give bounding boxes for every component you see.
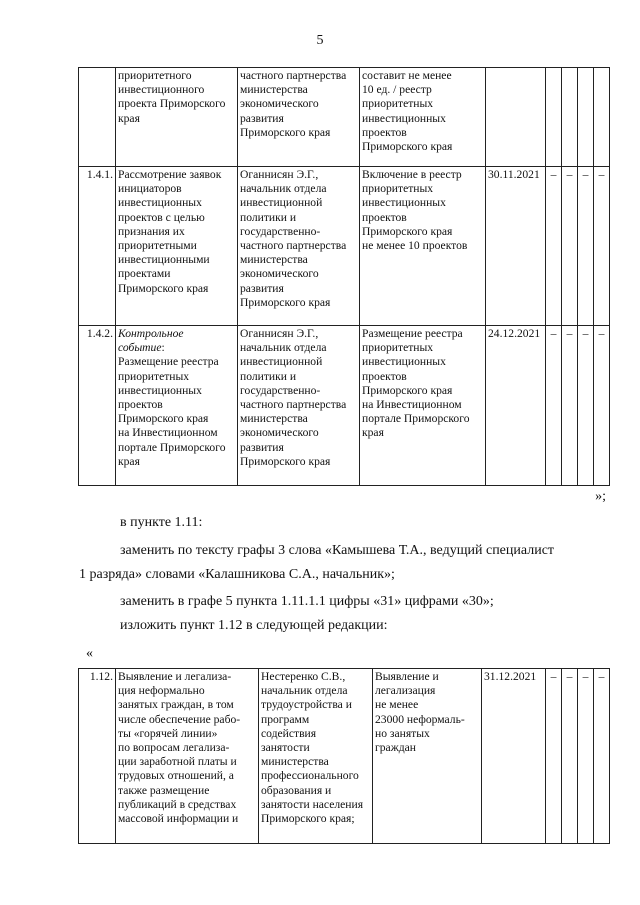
control-event-colon: :	[161, 341, 165, 355]
table-row	[79, 669, 610, 844]
event-cell: приоритетного инвестиционного проекта Приморского края	[116, 68, 238, 167]
responsible-cell: частного партнерства министерства экономического развития Приморского края	[238, 68, 360, 167]
mark-cell: –	[562, 669, 578, 844]
paragraph: заменить в графе 5 пункта 1.11.1.1 цифры «31» цифрами «30»;	[120, 594, 494, 609]
mark-cell: –	[578, 326, 594, 486]
mark-cell: –	[594, 326, 610, 486]
paragraph: в пункте 1.11:	[120, 515, 203, 530]
event-cell: Рассмотрение заявок инициаторов инвестиционных проектов с целью признания их приоритетными инвестиционными проектами Приморского края	[116, 167, 238, 326]
date-cell: 30.11.2021	[486, 167, 546, 326]
plan-table-new	[78, 668, 610, 844]
mark-cell	[562, 68, 578, 167]
row-number: 1.4.2.	[79, 326, 116, 486]
plan-table-continued	[78, 67, 610, 486]
closing-quote: »;	[595, 489, 606, 504]
row-number: 1.4.1.	[79, 167, 116, 326]
row-number	[79, 68, 116, 167]
mark-cell: –	[546, 669, 562, 844]
opening-quote: «	[86, 646, 93, 661]
page-number: 5	[316, 33, 324, 48]
result-cell: Размещение реестра приоритетных инвестиционных проектов Приморского края на Инвестиционном портале Приморского края	[360, 326, 486, 486]
paragraph: заменить по тексту графы 3 слова «Камышева Т.А., ведущий специалист	[120, 543, 555, 558]
result-cell: составит не менее 10 ед. / реестр приоритетных инвестиционных проектов Приморского края	[360, 68, 486, 167]
control-event-label: Контрольное событие	[118, 327, 184, 355]
table-row	[79, 167, 610, 326]
mark-cell: –	[578, 167, 594, 326]
paragraph: 1 разряда» словами «Калашникова С.А., начальник»;	[79, 567, 395, 582]
table-row	[79, 326, 610, 486]
mark-cell: –	[594, 167, 610, 326]
event-text: Размещение реестра приоритетных инвестиционных проектов Приморского края на Инвестиционном портале Приморского края	[118, 355, 226, 468]
mark-cell: –	[546, 326, 562, 486]
table-row	[79, 68, 610, 167]
responsible-cell: Нестеренко С.В., начальник отдела трудоустройства и программ содействия занятости министерства профессионального образования и занятости населения Приморского края;	[259, 669, 373, 844]
mark-cell	[546, 68, 562, 167]
date-cell: 31.12.2021	[482, 669, 546, 844]
mark-cell	[594, 68, 610, 167]
mark-cell: –	[594, 669, 610, 844]
mark-cell: –	[562, 167, 578, 326]
event-cell	[116, 326, 238, 486]
responsible-cell: Оганнисян Э.Г., начальник отдела инвестиционной политики и государственно- частного партнерства министерства экономического развития Приморского края	[238, 326, 360, 486]
result-cell: Включение в реестр приоритетных инвестиционных проектов Приморского края не менее 10 проектов	[360, 167, 486, 326]
mark-cell	[578, 68, 594, 167]
date-cell	[486, 68, 546, 167]
mark-cell: –	[562, 326, 578, 486]
mark-cell: –	[546, 167, 562, 326]
mark-cell: –	[578, 669, 594, 844]
responsible-cell: Оганнисян Э.Г., начальник отдела инвестиционной политики и государственно- частного партнерства министерства экономического развития Приморского края	[238, 167, 360, 326]
date-cell: 24.12.2021	[486, 326, 546, 486]
result-cell: Выявление и легализация не менее 23000 неформаль- но занятых граждан	[373, 669, 482, 844]
row-number: 1.12.	[79, 669, 116, 844]
event-cell: Выявление и легализа- ция неформально занятых граждан, в том числе обеспечение рабо- ты «горячей линии» по вопросам легализа- ции заработной платы и трудовых отношений, а также размещение публикаций в средствах массовой информации и	[116, 669, 259, 844]
paragraph: изложить пункт 1.12 в следующей редакции:	[120, 618, 388, 633]
